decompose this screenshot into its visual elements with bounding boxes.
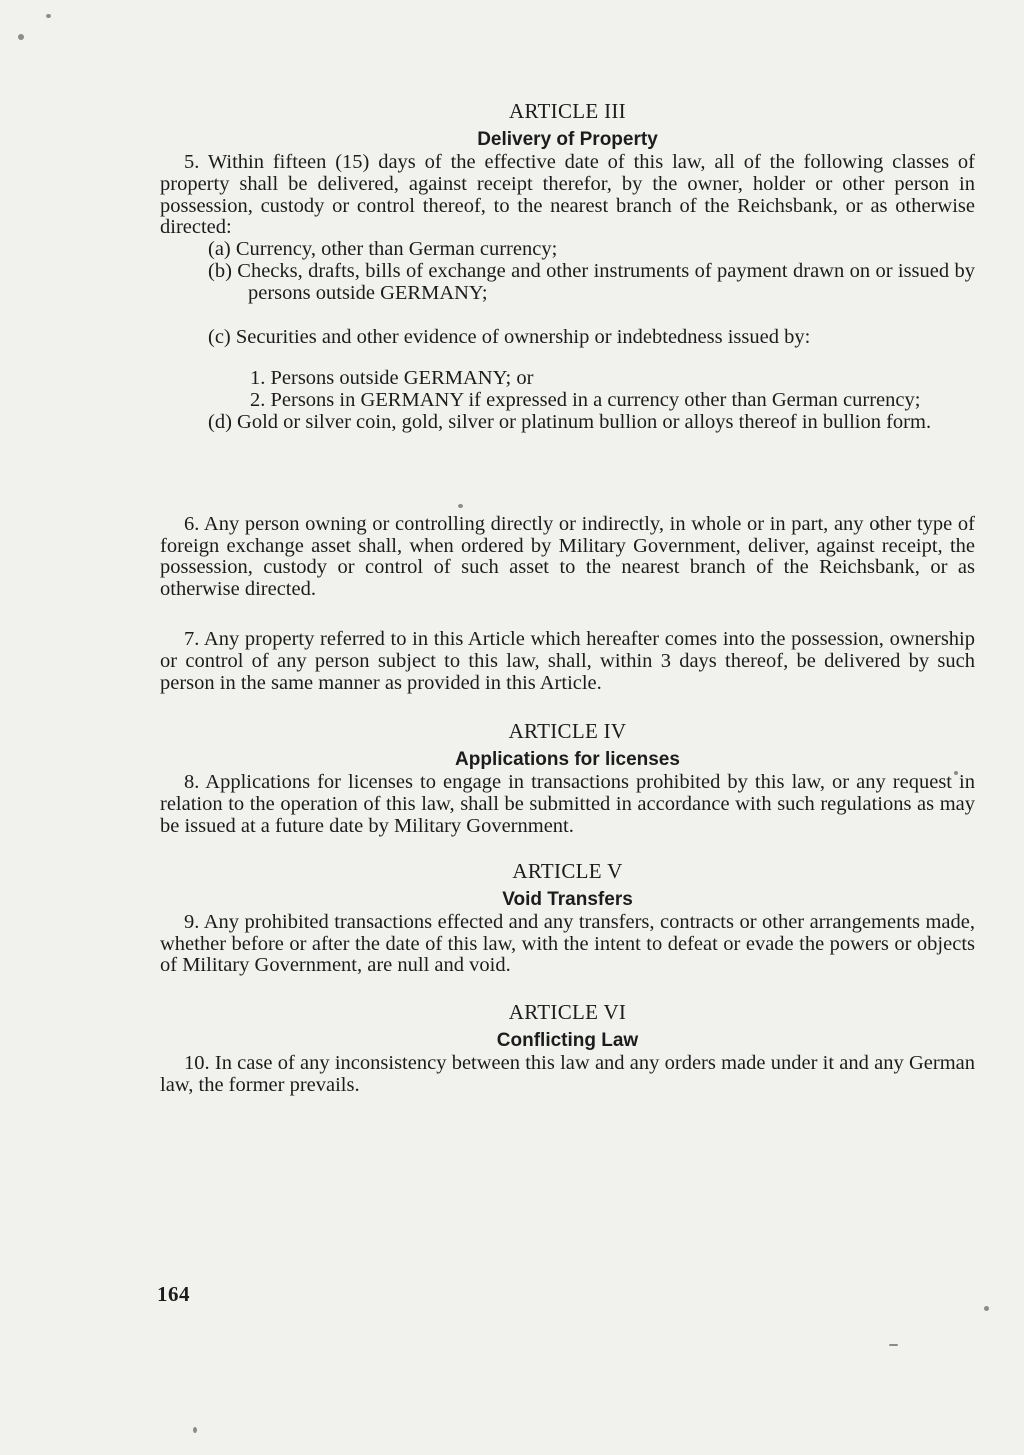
article-v-heading: ARTICLE V [512,858,623,883]
item-c-2: 2. Persons in GERMANY if expressed in a currency other than German currency; [250,389,921,412]
paragraph-8: 8. Applications for licenses to engage in transactions prohibited by this law, or any request in relation to the operation of this law, shall be submitted in accordance with such regulations as may be issued at a future date by Military Government. [160,771,975,837]
paragraph-6: 6. Any person owning or controlling directly or indirectly, in whole or in part, any other type of foreign exchange asset shall, when ordered by Military Government, deliver, against receipt, the possession, custody or control of such asset to the nearest branch of the Reichsbank, or as otherwise directed. [160,512,975,601]
paragraph-10: 10. In case of any inconsistency between this law and any orders made under it and any German law, the former prevails. [160,1052,975,1096]
item-c: (c) Securities and other evidence of ownership or indebtedness issued by: [208,325,811,348]
article-vi-title: Conflicting Law [496,1030,639,1052]
item-b: (b) Checks, drafts, bills of exchange and other instruments of payment drawn on or issued by persons outside GERMANY; [208,259,975,304]
article-vi-heading: ARTICLE VI [508,1000,627,1025]
article-iii-heading: ARTICLE III [509,99,626,123]
paragraph-7: 7. Any property referred to in this Article which hereafter comes into the possession, ownership or control of any person subject to this law, shall, within 3 days thereof, be delivered by such person in the same manner as provided in this Article. [160,627,975,694]
paragraph-5: 5. Within fifteen (15) days of the effective date of this law, all of the following classes of property shall be delivered, against receipt therefor, by the owner, holder or other person in possession, custody or control thereof, to the nearest branch of the Reichsbank, or as otherwise directed: [160,151,975,239]
page-number: 164 [157,1282,190,1306]
article-v-title: Void Transfers [502,888,633,910]
paragraph-9: 9. Any prohibited transactions effected and any transfers, contracts or other arrangements made, whether before or after the date of this law, with the intent to defeat or evade the powers or objects of Military Government, are null and void. [160,910,975,977]
item-a: (a) Currency, other than German currency; [208,238,558,261]
item-c-1: 1. Persons outside GERMANY; or [250,367,534,390]
scan-speck [18,34,24,40]
scan-speck [889,1344,898,1346]
item-d: (d) Gold or silver coin, gold, silver or platinum bullion or alloys thereof in bullion form. [208,410,932,433]
scan-speck [46,14,51,18]
article-iv-heading: ARTICLE IV [508,719,627,744]
document-body [160,98,975,1097]
article-iv-title: Applications for licenses [455,749,680,771]
scan-speck [984,1306,989,1311]
scan-speck [193,1427,197,1433]
article-iii-title: Delivery of Property [477,129,658,150]
